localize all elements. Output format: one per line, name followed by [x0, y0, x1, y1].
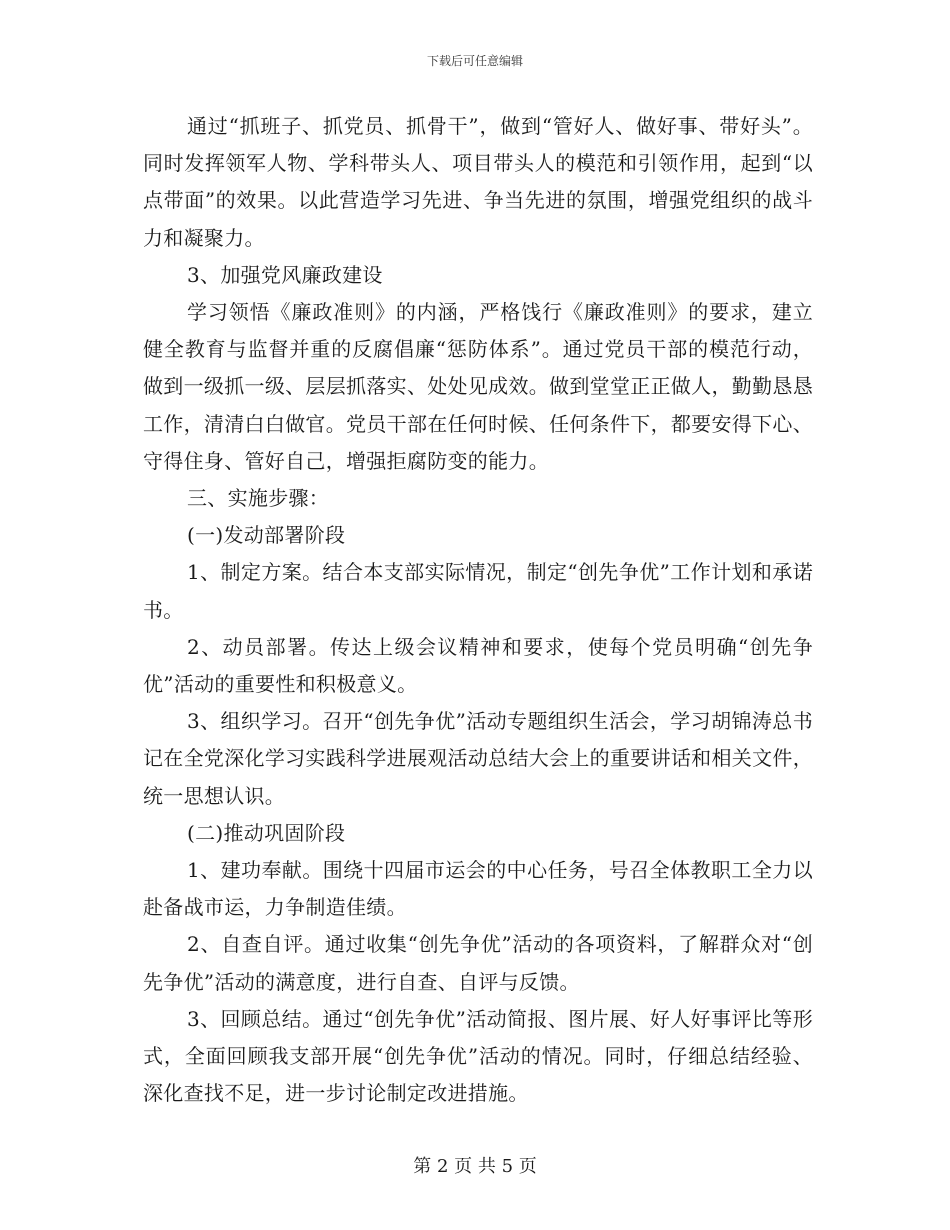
section-heading: 3、加强党风廉政建设 [187, 262, 383, 287]
document-body [143, 108, 813, 1112]
paragraph: 1、建功奉献。围绕十四届市运会的中心任务，号召全体教职工全力以赴备战市运，力争制造佳绩。 [143, 858, 813, 920]
subsection-heading: (一)发动部署阶段 [187, 523, 346, 548]
paragraph: 学习领悟《廉政准则》的内涵，严格饯行《廉政准则》的要求，建立健全教育与监督并重的反腐倡廉“惩防体系”。通过党员干部的模范行动，做到一级抓一级、层层抓落实、处处见成效。做到堂堂正正做人，勤勤恳恳工作，清清白白做官。党员干部在任何时候、任何条件下，都要安得下心、守得住身、管好自己，增强拒腐防变的能力。 [143, 300, 813, 473]
section-heading: 三、实施步骤： [187, 486, 330, 511]
paragraph: 2、自查自评。通过收集“创先争优”活动的各项资料，了解群众对“创先争优”活动的满意度，进行自查、自评与反馈。 [143, 932, 813, 994]
paragraph: 3、回顾总结。通过“创先争优”活动简报、图片展、好人好事评比等形式，全面回顾我支部开展“创先争优”活动的情况。同时，仔细总结经验、深化查找不足，进一步讨论制定改进措施。 [143, 1006, 813, 1106]
page-header: 下载后可任意编辑 [426, 54, 523, 68]
paragraph: 通过“抓班子、抓党员、抓骨干”，做到“管好人、做好事、带好头”。同时发挥领军人物、学科带头人、项目带头人的模范和引领作用，起到“以点带面”的效果。以此营造学习先进、争当先进的氛围，增强党组织的战斗力和凝聚力。 [143, 114, 813, 250]
subsection-heading: (二)推动巩固阶段 [187, 820, 346, 845]
paragraph: 1、制定方案。结合本支部实际情况，制定“创先争优”工作计划和承诺书。 [143, 560, 813, 622]
paragraph: 2、动员部署。传达上级会议精神和要求，使每个党员明确“创先争优”活动的重要性和积极意义。 [143, 634, 813, 697]
paragraph: 3、组织学习。召开“创先争优”活动专题组织生活会，学习胡锦涛总书记在全党深化学习实践科学进展观活动总结大会上的重要讲话和相关文件，统一思想认识。 [143, 709, 813, 808]
page-number: 第 2 页 共 5 页 [413, 1156, 537, 1177]
